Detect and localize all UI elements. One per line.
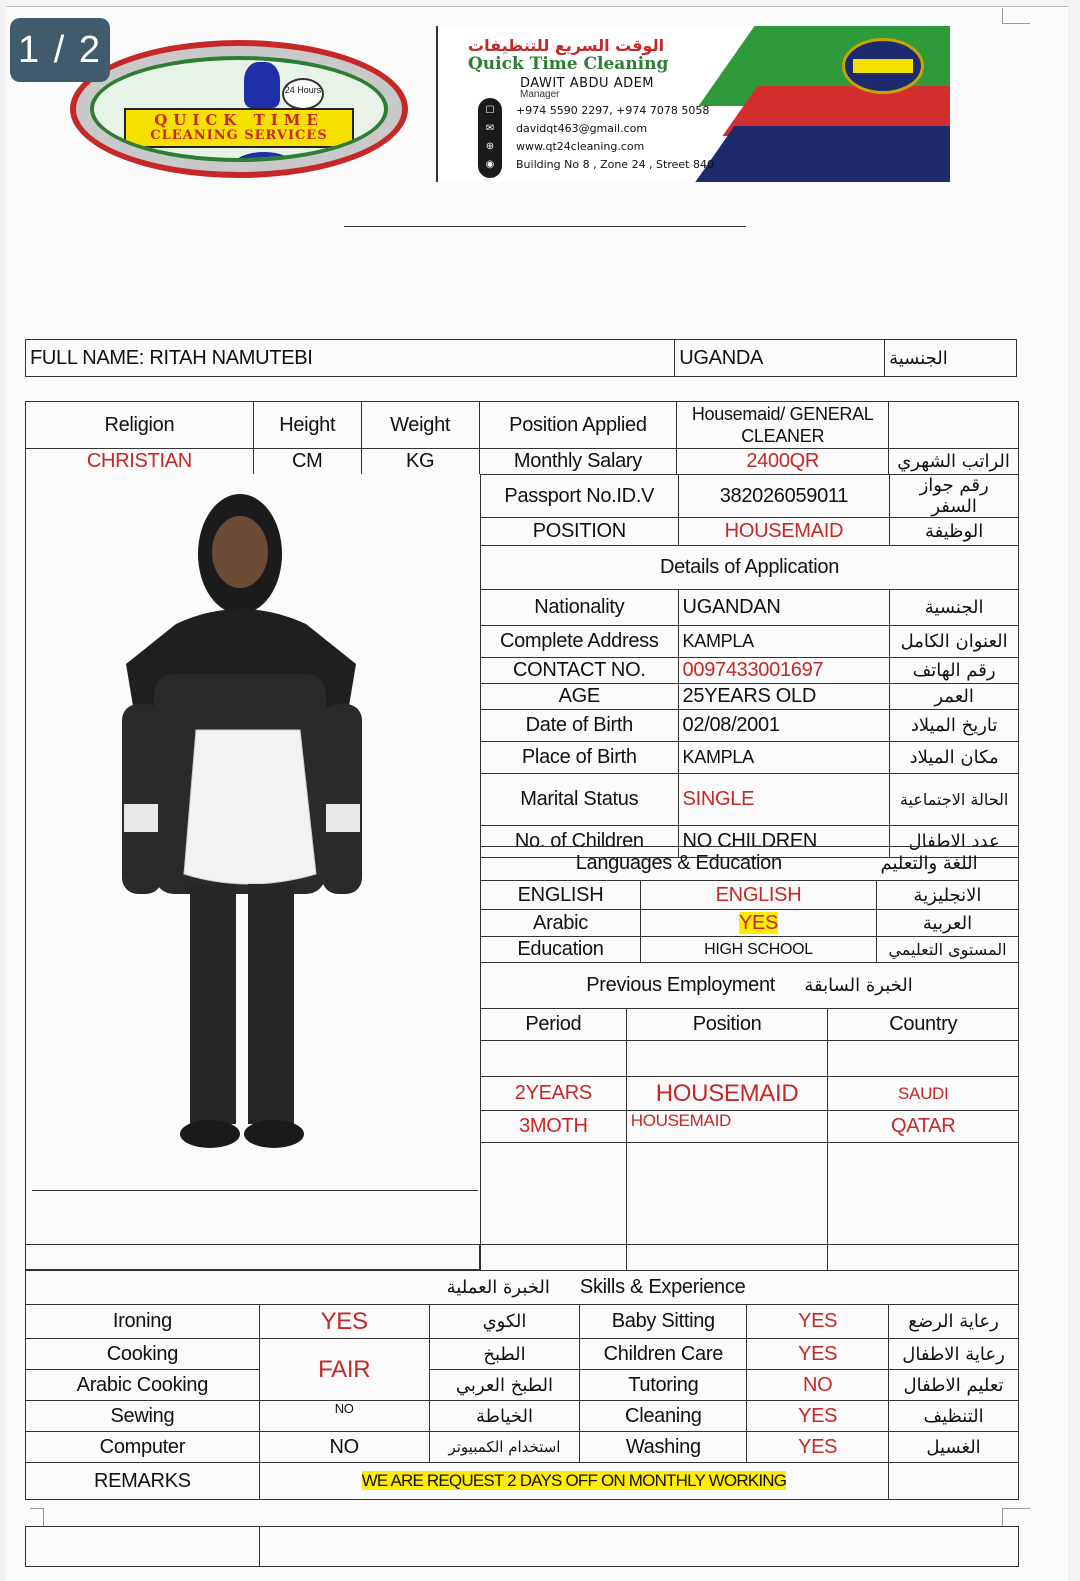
contact-role: Manager (520, 89, 560, 100)
company-name-arabic: الوقت السريع للتنظيفات (468, 36, 665, 55)
employment-position: HOUSEMAID (626, 1077, 828, 1111)
languages-title-arabic: اللغة والتعليم (877, 847, 1019, 881)
language-value: HIGH SCHOOL (641, 937, 877, 963)
corner-mark (1002, 8, 1030, 24)
empty-cell (828, 1143, 1019, 1245)
language-value-highlight: YES (738, 911, 779, 934)
country: UGANDA (675, 340, 885, 377)
skills-title: Skills & Experience (580, 1271, 1019, 1305)
remarks-label: REMARKS (26, 1463, 260, 1500)
detail-label: Place of Birth (481, 742, 679, 774)
employment-country: QATAR (828, 1111, 1019, 1143)
col-period: Period (481, 1009, 627, 1041)
details-table (480, 474, 1019, 858)
language-arabic: المستوى التعليمي (877, 937, 1019, 963)
skill-arabic: الغسيل (889, 1432, 1019, 1463)
monthly-salary: 2400QR (677, 449, 889, 475)
skill-arabic: التنظيف (889, 1401, 1019, 1432)
detail-value: UGANDAN (678, 590, 890, 626)
detail-value: 02/08/2001 (678, 710, 890, 742)
monthly-salary-arabic: الراتب الشهري (889, 449, 1019, 475)
skill-value: YES (747, 1305, 889, 1339)
cleaner-figure-icon (244, 62, 280, 108)
height-label: Height (253, 402, 361, 449)
detail-label: Date of Birth (481, 710, 679, 742)
skill-label: Ironing (26, 1305, 260, 1339)
card-email[interactable]: davidqt463@gmail.com (516, 122, 648, 135)
empty-cell (481, 1245, 627, 1271)
skills-title-arabic: الخبرة العملية (26, 1271, 580, 1305)
detail-arabic: مكان الميلاد (890, 742, 1019, 774)
skill-arabic: الخياطة (429, 1401, 580, 1432)
phone-icon: ☐ (485, 105, 495, 116)
employment-position: HOUSEMAID (626, 1111, 828, 1143)
detail-label: CONTACT NO. (481, 658, 679, 684)
empty-cell (626, 1245, 828, 1271)
detail-label: No. of Children (481, 826, 679, 858)
corner-mark (30, 1508, 44, 1526)
skill-value: NO (259, 1432, 429, 1463)
employment-period: 3MOTH (481, 1111, 627, 1143)
location-icon: ◉ (485, 159, 495, 170)
skill-arabic: الكوي (429, 1305, 580, 1339)
employment-table (480, 962, 1019, 1271)
skill-value: YES (747, 1432, 889, 1463)
empty-cell (889, 402, 1019, 449)
detail-value: NO CHILDREN (678, 826, 890, 858)
card-website[interactable]: www.qt24cleaning.com (516, 140, 645, 153)
skill-label: Children Care (580, 1339, 747, 1370)
position-label: POSITION (481, 518, 679, 546)
empty-cell (828, 1245, 1019, 1271)
table-border (25, 474, 26, 1244)
skill-arabic: الطبخ العربي (429, 1370, 580, 1401)
detail-arabic: عدد الاطفال (890, 826, 1019, 858)
details-title: Details of Application (481, 546, 1019, 590)
language-arabic: العربية (877, 910, 1019, 937)
skill-label: Arabic Cooking (26, 1370, 260, 1401)
skill-value: NO (259, 1401, 429, 1432)
corner-mark (1002, 1508, 1030, 1526)
globe-icon: ⊕ (485, 141, 495, 152)
passport-number: 382026059011 (678, 475, 890, 518)
empty-cell (26, 1527, 260, 1567)
skill-label: Cooking (26, 1339, 260, 1370)
remarks-cell (259, 1463, 888, 1500)
card-phone: +974 5590 2297, +974 7078 5058 (516, 104, 710, 117)
candidate-photo (26, 474, 480, 1244)
card-address: Building No 8 , Zone 24 , Street 840 (516, 158, 714, 171)
detail-arabic: الحالة الاجتماعية (890, 774, 1019, 826)
language-value: ENGLISH (641, 881, 877, 910)
divider (344, 226, 746, 227)
skill-value: YES (747, 1401, 889, 1432)
col-country: Country (828, 1009, 1019, 1041)
skills-table (25, 1270, 1019, 1500)
empty-cell (626, 1143, 828, 1245)
detail-arabic: العمر (890, 684, 1019, 710)
remarks-text: WE ARE REQUEST 2 DAYS OFF ON MONTHLY WORKING (361, 1471, 787, 1490)
next-page-table (25, 1526, 1019, 1567)
language-label: ENGLISH (481, 881, 641, 910)
employment-title-text: Previous Employment (586, 974, 776, 996)
weight-label: Weight (361, 402, 479, 449)
full-name: FULL NAME: RITAH NAMUTEBI (26, 340, 675, 377)
position-value: HOUSEMAID (678, 518, 890, 546)
detail-value: KAMPLA (678, 626, 890, 658)
employment-title (481, 963, 1019, 1009)
empty-cell (481, 1041, 627, 1077)
skill-label: Baby Sitting (580, 1305, 747, 1339)
employment-country: SAUDI (828, 1077, 1019, 1111)
company-name-english: Quick Time Cleaning (468, 54, 669, 74)
skill-value: YES (259, 1305, 429, 1339)
skill-value: YES (747, 1339, 889, 1370)
empty-cell (481, 1143, 627, 1245)
personal-table (25, 401, 1019, 475)
skill-arabic: رعاية الاطفال (889, 1339, 1019, 1370)
detail-arabic: الجنسية (890, 590, 1019, 626)
employment-period: 2YEARS (481, 1077, 627, 1111)
24-hours-badge: 24 Hours (282, 78, 324, 110)
religion-label: Religion (26, 402, 254, 449)
position-applied: Housemaid/ GENERAL CLEANER (677, 402, 889, 449)
language-label: Arabic (481, 910, 641, 937)
detail-arabic: العنوان الكامل (890, 626, 1019, 658)
employment-title-arabic: الخبرة السابقة (804, 975, 913, 996)
detail-label: Marital Status (481, 774, 679, 826)
detail-value: 0097433001697 (678, 658, 890, 684)
detail-label: Complete Address (481, 626, 679, 658)
passport-arabic: رقم جواز السفر (890, 475, 1019, 518)
language-label: Education (481, 937, 641, 963)
email-icon: ✉ (485, 123, 495, 134)
empty-cell (259, 1527, 1018, 1567)
skill-label: Sewing (26, 1401, 260, 1432)
name-table (25, 339, 1017, 377)
skill-label: Cleaning (580, 1401, 747, 1432)
divider (32, 1190, 478, 1191)
logo-line-2: CLEANING SERVICES (150, 128, 328, 143)
position-applied-label: Position Applied (479, 402, 677, 449)
passport-label: Passport No.ID.V (481, 475, 679, 518)
languages-title: Languages & Education (481, 847, 877, 881)
position-arabic: الوظيفة (890, 518, 1019, 546)
country-arabic: الجنسية (885, 340, 1017, 377)
skill-arabic: استخدام الكمبيوتر (429, 1432, 580, 1463)
card-emblem-icon (842, 38, 924, 94)
languages-table (480, 846, 1019, 963)
empty-cell (626, 1041, 828, 1077)
detail-value: KAMPLA (678, 742, 890, 774)
company-logo (70, 40, 408, 178)
page-indicator: 1 / 2 (10, 18, 110, 82)
language-arabic: الانجليزية (877, 881, 1019, 910)
detail-value: SINGLE (678, 774, 890, 826)
skill-arabic: الطبخ (429, 1339, 580, 1370)
detail-arabic: تاريخ الميلاد (890, 710, 1019, 742)
skill-value: FAIR (259, 1339, 429, 1401)
detail-label: Nationality (481, 590, 679, 626)
business-card (436, 26, 950, 182)
detail-label: AGE (481, 684, 679, 710)
skill-label: Computer (26, 1432, 260, 1463)
weight: KG (361, 449, 479, 475)
religion: CHRISTIAN (26, 449, 254, 475)
col-position: Position (626, 1009, 828, 1041)
contact-name: DAWIT ABDU ADEM (520, 76, 655, 91)
empty-cell (828, 1041, 1019, 1077)
empty-cell (25, 1244, 480, 1270)
skill-value: NO (747, 1370, 889, 1401)
candidate-photo-drawing (26, 474, 480, 1174)
language-value (641, 910, 877, 937)
cleaner-figure-icon (234, 152, 294, 162)
logo-line-1: QUICK TIME (154, 111, 324, 129)
empty-cell (889, 1463, 1019, 1500)
monthly-salary-label: Monthly Salary (479, 449, 677, 475)
skill-label: Tutoring (580, 1370, 747, 1401)
height: CM (253, 449, 361, 475)
skill-arabic: رعاية الرضع (889, 1305, 1019, 1339)
skill-arabic: تعليم الاطفال (889, 1370, 1019, 1401)
skill-label: Washing (580, 1432, 747, 1463)
detail-value: 25YEARS OLD (678, 684, 890, 710)
detail-arabic: رقم الهاتف (890, 658, 1019, 684)
